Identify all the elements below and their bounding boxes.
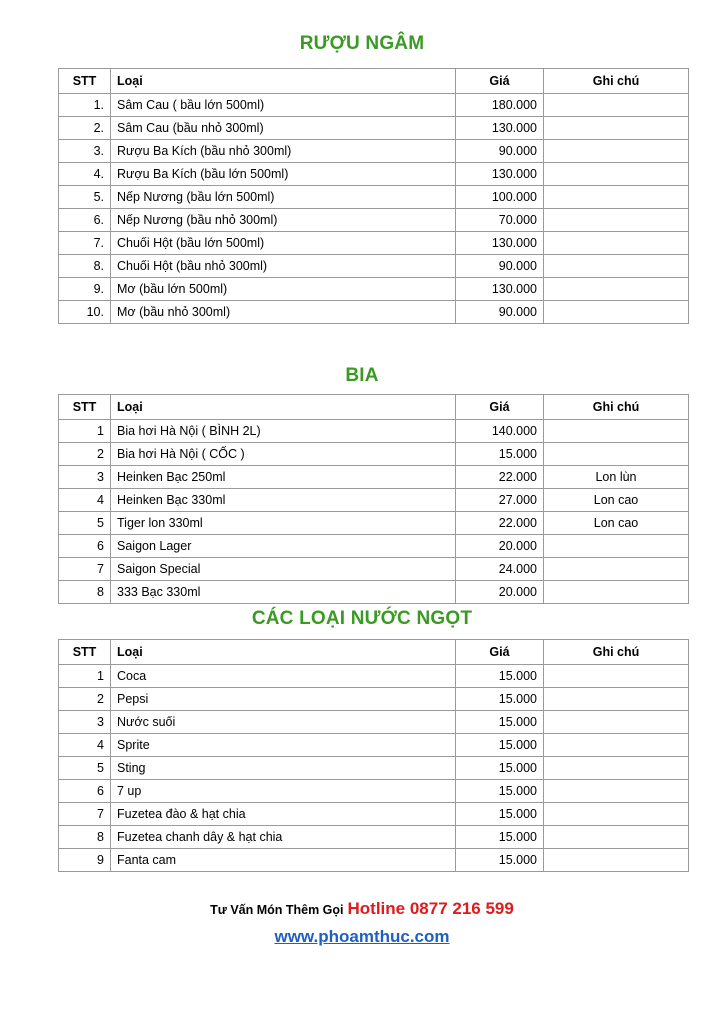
cell-gia: 15.000	[456, 734, 544, 757]
cell-loai: Nước suối	[111, 711, 456, 734]
cell-loai: Chuối Hột (bầu nhỏ 300ml)	[111, 255, 456, 278]
column-header-gia: Giá	[456, 395, 544, 420]
table-row	[59, 443, 689, 466]
cell-ghichu	[544, 443, 689, 466]
cell-stt: 6	[59, 780, 111, 803]
cell-stt: 8	[59, 581, 111, 604]
table-row	[59, 140, 689, 163]
cell-loai: Bia hơi Hà Nội ( BÌNH 2L)	[111, 420, 456, 443]
table-header	[59, 395, 689, 420]
cell-ghichu	[544, 209, 689, 232]
cell-stt: 4.	[59, 163, 111, 186]
table-row	[59, 489, 689, 512]
table-row	[59, 301, 689, 324]
cell-stt: 5.	[59, 186, 111, 209]
cell-gia: 15.000	[456, 443, 544, 466]
cell-gia: 130.000	[456, 278, 544, 301]
cell-ghichu	[544, 803, 689, 826]
cell-ghichu	[544, 163, 689, 186]
cell-stt: 6.	[59, 209, 111, 232]
table-row	[59, 849, 689, 872]
cell-loai: Mơ (bầu lớn 500ml)	[111, 278, 456, 301]
cell-loai: Mơ (bầu nhỏ 300ml)	[111, 301, 456, 324]
cell-ghichu	[544, 849, 689, 872]
cell-loai: Sprite	[111, 734, 456, 757]
cell-loai: Sâm Cau ( bầu lớn 500ml)	[111, 94, 456, 117]
table-row	[59, 581, 689, 604]
cell-gia: 100.000	[456, 186, 544, 209]
footer-contact-line	[0, 900, 724, 917]
table-row	[59, 711, 689, 734]
cell-ghichu	[544, 757, 689, 780]
cell-ghichu	[544, 780, 689, 803]
cell-gia: 15.000	[456, 665, 544, 688]
cell-stt: 3.	[59, 140, 111, 163]
cell-stt: 4	[59, 734, 111, 757]
table-row	[59, 535, 689, 558]
table-row	[59, 255, 689, 278]
table-row	[59, 117, 689, 140]
cell-ghichu	[544, 420, 689, 443]
table-body	[59, 94, 689, 324]
table-row	[59, 803, 689, 826]
cell-gia: 130.000	[456, 117, 544, 140]
footer-advice-label: Tư Vấn Món Thêm Gọi	[210, 903, 344, 917]
cell-loai: Tiger lon 330ml	[111, 512, 456, 535]
cell-stt: 8	[59, 826, 111, 849]
cell-ghichu	[544, 301, 689, 324]
cell-gia: 15.000	[456, 688, 544, 711]
cell-gia: 22.000	[456, 466, 544, 489]
column-header-loai: Loại	[111, 640, 456, 665]
cell-stt: 3	[59, 466, 111, 489]
cell-gia: 15.000	[456, 780, 544, 803]
cell-loai: Nếp Nương (bầu nhỏ 300ml)	[111, 209, 456, 232]
section-title-ruou-ngam: RƯỢU NGÂM	[299, 33, 425, 54]
cell-ghichu	[544, 535, 689, 558]
column-header-gia: Giá	[456, 640, 544, 665]
column-header-ghichu: Ghi chú	[544, 640, 689, 665]
cell-stt: 6	[59, 535, 111, 558]
cell-stt: 7	[59, 558, 111, 581]
table-ruou-ngam	[58, 68, 689, 324]
table-row	[59, 757, 689, 780]
cell-stt: 7	[59, 803, 111, 826]
table-row	[59, 780, 689, 803]
footer-hotline: Hotline 0877 216 599	[347, 899, 514, 918]
table-row	[59, 94, 689, 117]
cell-ghichu	[544, 140, 689, 163]
table-header-row	[59, 640, 689, 665]
cell-loai: Saigon Lager	[111, 535, 456, 558]
cell-loai: 333 Bạc 330ml	[111, 581, 456, 604]
cell-stt: 8.	[59, 255, 111, 278]
table-row	[59, 512, 689, 535]
table-body	[59, 665, 689, 872]
cell-stt: 3	[59, 711, 111, 734]
cell-gia: 15.000	[456, 849, 544, 872]
section-title-bia: BIA	[345, 365, 379, 386]
table-row	[59, 186, 689, 209]
table-row	[59, 734, 689, 757]
cell-stt: 5	[59, 757, 111, 780]
cell-ghichu	[544, 558, 689, 581]
cell-loai: Bia hơi Hà Nội ( CỐC )	[111, 443, 456, 466]
cell-gia: 15.000	[456, 711, 544, 734]
cell-loai: Coca	[111, 665, 456, 688]
cell-gia: 90.000	[456, 255, 544, 278]
cell-gia: 15.000	[456, 803, 544, 826]
cell-loai: Nếp Nương (bầu lớn 500ml)	[111, 186, 456, 209]
table-bia	[58, 394, 689, 604]
cell-loai: Fanta cam	[111, 849, 456, 872]
column-header-ghichu: Ghi chú	[544, 69, 689, 94]
cell-ghichu: Lon lùn	[544, 466, 689, 489]
cell-ghichu	[544, 711, 689, 734]
cell-ghichu	[544, 186, 689, 209]
cell-loai: Sting	[111, 757, 456, 780]
cell-loai: Rượu Ba Kích (bầu nhỏ 300ml)	[111, 140, 456, 163]
cell-ghichu: Lon cao	[544, 489, 689, 512]
cell-stt: 1.	[59, 94, 111, 117]
cell-ghichu	[544, 688, 689, 711]
table-row	[59, 163, 689, 186]
cell-gia: 24.000	[456, 558, 544, 581]
table-row	[59, 278, 689, 301]
table-row	[59, 665, 689, 688]
cell-gia: 20.000	[456, 581, 544, 604]
cell-gia: 15.000	[456, 757, 544, 780]
cell-ghichu	[544, 826, 689, 849]
footer-website-line	[0, 928, 724, 946]
cell-ghichu	[544, 734, 689, 757]
cell-loai: Heinken Bạc 250ml	[111, 466, 456, 489]
section-title-nuoc-ngot: CÁC LOẠI NƯỚC NGỌT	[251, 608, 473, 629]
column-header-stt: STT	[59, 640, 111, 665]
cell-ghichu	[544, 117, 689, 140]
column-header-loai: Loại	[111, 69, 456, 94]
cell-loai: Heinken Bạc 330ml	[111, 489, 456, 512]
table-row	[59, 558, 689, 581]
cell-stt: 2.	[59, 117, 111, 140]
cell-stt: 9	[59, 849, 111, 872]
column-header-loai: Loại	[111, 395, 456, 420]
cell-loai: Saigon Special	[111, 558, 456, 581]
column-header-ghichu: Ghi chú	[544, 395, 689, 420]
cell-stt: 1	[59, 665, 111, 688]
cell-stt: 2	[59, 688, 111, 711]
cell-ghichu	[544, 94, 689, 117]
table-header-row	[59, 395, 689, 420]
cell-gia: 130.000	[456, 163, 544, 186]
table-header-row	[59, 69, 689, 94]
cell-gia: 27.000	[456, 489, 544, 512]
table-header	[59, 69, 689, 94]
cell-stt: 9.	[59, 278, 111, 301]
table-row	[59, 420, 689, 443]
cell-gia: 180.000	[456, 94, 544, 117]
table-row	[59, 826, 689, 849]
column-header-stt: STT	[59, 69, 111, 94]
table-row	[59, 209, 689, 232]
table-row	[59, 466, 689, 489]
cell-gia: 140.000	[456, 420, 544, 443]
cell-loai: Pepsi	[111, 688, 456, 711]
column-header-stt: STT	[59, 395, 111, 420]
table-body	[59, 420, 689, 604]
cell-ghichu	[544, 665, 689, 688]
cell-stt: 7.	[59, 232, 111, 255]
cell-ghichu	[544, 581, 689, 604]
cell-gia: 22.000	[456, 512, 544, 535]
cell-stt: 1	[59, 420, 111, 443]
cell-loai: 7 up	[111, 780, 456, 803]
cell-ghichu	[544, 278, 689, 301]
cell-gia: 130.000	[456, 232, 544, 255]
cell-ghichu	[544, 255, 689, 278]
cell-stt: 5	[59, 512, 111, 535]
column-header-gia: Giá	[456, 69, 544, 94]
website-link[interactable]: www.phoamthuc.com	[274, 927, 450, 946]
table-nuoc-ngot	[58, 639, 689, 872]
cell-loai: Sâm Cau (bầu nhỏ 300ml)	[111, 117, 456, 140]
cell-gia: 15.000	[456, 826, 544, 849]
cell-stt: 10.	[59, 301, 111, 324]
cell-loai: Fuzetea chanh dây & hạt chia	[111, 826, 456, 849]
cell-loai: Fuzetea đào & hạt chia	[111, 803, 456, 826]
table-row	[59, 232, 689, 255]
table-row	[59, 688, 689, 711]
cell-gia: 90.000	[456, 140, 544, 163]
cell-ghichu	[544, 232, 689, 255]
cell-gia: 90.000	[456, 301, 544, 324]
cell-stt: 2	[59, 443, 111, 466]
cell-loai: Chuối Hột (bầu lớn 500ml)	[111, 232, 456, 255]
table-header	[59, 640, 689, 665]
cell-ghichu: Lon cao	[544, 512, 689, 535]
cell-loai: Rượu Ba Kích (bầu lớn 500ml)	[111, 163, 456, 186]
cell-stt: 4	[59, 489, 111, 512]
cell-gia: 70.000	[456, 209, 544, 232]
cell-gia: 20.000	[456, 535, 544, 558]
